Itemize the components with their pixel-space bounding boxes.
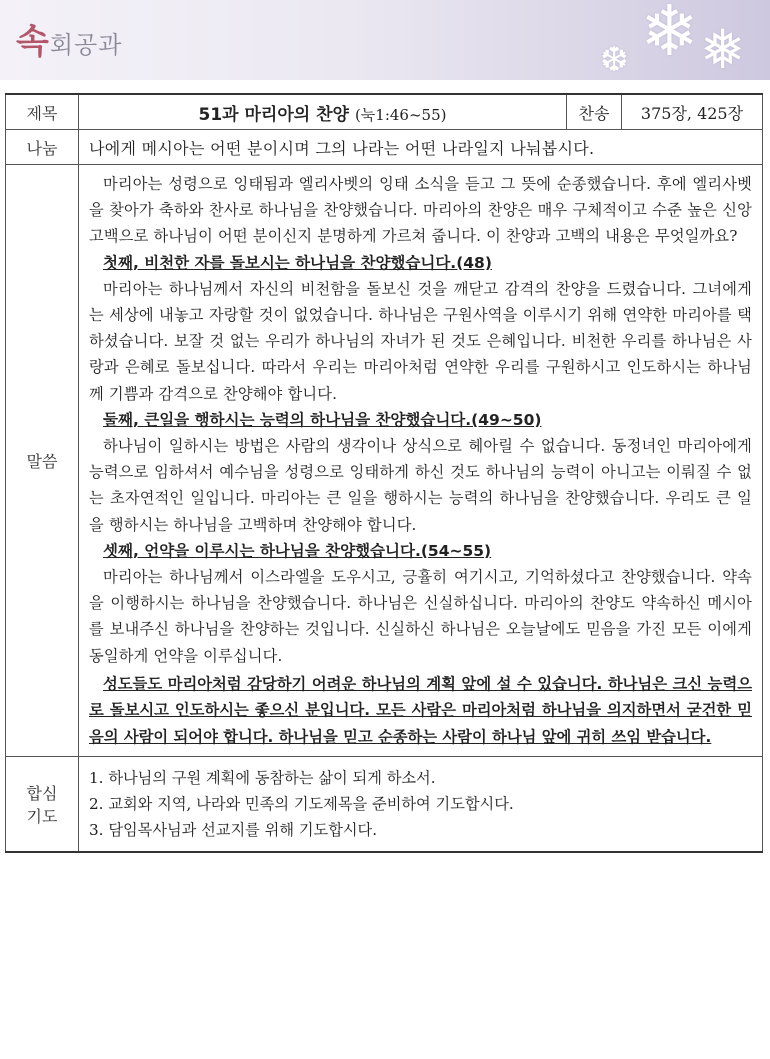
prayer-item: 3. 담임목사님과 선교지를 위해 기도합시다.: [89, 821, 378, 840]
snowflake-icon: ❅: [700, 18, 746, 80]
lesson-title-cell: [79, 94, 567, 130]
header-band: [0, 0, 770, 80]
word-body: [79, 165, 763, 757]
word-label: 말씀: [6, 165, 79, 757]
prayer-label: [6, 757, 79, 853]
intro-paragraph: 마리아는 성령으로 잉태됨과 엘리사벳의 잉태 소식을 듣고 그 뜻에 순종했습니다. 후에 엘리사벳을 찾아가 축하와 찬사로 하나님을 찬양했습니다. 마리아의 찬양은 매우 구체적이고 수준 높은 신앙고백으로 하나님이 어떤 분이신지 분명하게 가르쳐 줍니다. 이 찬양과 고백의 내용은 무엇일까요?: [89, 175, 752, 246]
prayer-body: [79, 757, 763, 853]
brand-rest: 회공과: [49, 31, 123, 59]
point-body-2: 하나님이 일하시는 방법은 사람의 생각이나 상식으로 헤아릴 수 없습니다. 동정녀인 마리아에게 능력으로 임하셔서 예수님을 성령으로 잉태하게 하신 것도 하나님의 능력이 아니고는 이뤄질 수 없는 초자연적인 일입니다. 마리아는 큰 일을 행하시는 능력의 하나님을 찬양했습니다. 우리도 큰 일을 행하시는 하나님을 고백하며 찬양해야 합니다.: [89, 437, 752, 534]
lesson-title: 51과 마리아의 찬양: [198, 104, 349, 125]
lesson-table: [5, 93, 763, 853]
brand-first: 속: [16, 22, 50, 62]
prayer-row: [6, 757, 763, 853]
share-label: 나눔: [6, 130, 79, 165]
word-row: [6, 165, 763, 757]
prayer-label-line1: 합심: [26, 784, 58, 804]
snowflake-icon: ❄: [640, 0, 699, 72]
point-body-3: 마리아는 하나님께서 이스라엘을 도우시고, 긍휼히 여기시고, 기억하셨다고 찬양했습니다. 약속을 이행하시는 하나님을 찬양했습니다. 하나님은 신실하십니다. 마리아의 찬양도 약속하신 메시아를 보내주신 하나님을 찬양하는 것입니다. 신실하신 하나님은 오늘날에도 믿음을 가진 모든 이에게 동일하게 언약을 이루십니다.: [89, 568, 752, 665]
prayer-item: 1. 하나님의 구원 계획에 동참하는 삶이 되게 하소서.: [89, 769, 436, 788]
point-heading-2: 둘째, 큰일을 행하시는 능력의 하나님을 찬양했습니다.(49~50): [103, 410, 542, 429]
title-row: [6, 94, 763, 130]
prayer-label-line2: 기도: [26, 807, 58, 827]
snowflake-icon: ❆: [600, 40, 629, 80]
hymn-label: 찬송: [567, 94, 622, 130]
hymn-value: 375장, 425장: [622, 94, 763, 130]
title-label: 제목: [6, 94, 79, 130]
prayer-item: 2. 교회와 지역, 나라와 민족의 기도제목을 준비하여 기도합시다.: [89, 795, 514, 814]
share-text: 나에게 메시아는 어떤 분이시며 그의 나라는 어떤 나라일지 나눠봅시다.: [79, 130, 763, 165]
conclusion-paragraph: 성도들도 마리아처럼 감당하기 어려운 하나님의 계획 앞에 설 수 있습니다. 하나님은 크신 능력으로 돌보시고 인도하시는 좋으신 분입니다. 모든 사람은 마리아처럼 하나님을 의지하면서 굳건한 믿음의 사람이 되어야 합니다. 하나님을 믿고 순종하는 사람이 하나님 앞에 귀히 쓰임 받습니다.: [89, 674, 752, 746]
point-heading-3: 셋째, 언약을 이루시는 하나님을 찬양했습니다.(54~55): [103, 541, 492, 560]
point-body-1: 마리아는 하나님께서 자신의 비천함을 돌보신 것을 깨닫고 감격의 찬양을 드렸습니다. 그녀에게는 세상에 내놓고 자랑할 것이 없었습니다. 하나님은 구원사역을 이루시기 위해 연약한 마리아를 택하셨습니다. 보잘 것 없는 우리가 하나님의 자녀가 된 것도 은혜입니다. 비천한 우리를 하나님은 사랑과 은혜로 돌보십니다. 따라서 우리는 마리아처럼 연약한 우리를 구원하시고 인도하시는 하나님께 기쁨과 감격으로 찬양해야 합니다.: [89, 279, 752, 403]
brand-logo: [16, 14, 122, 63]
lesson-reference: (눅1:46~55): [354, 105, 447, 124]
share-row: [6, 130, 763, 165]
point-heading-1: 첫째, 비천한 자를 돌보시는 하나님을 찬양했습니다.(48): [103, 253, 492, 272]
